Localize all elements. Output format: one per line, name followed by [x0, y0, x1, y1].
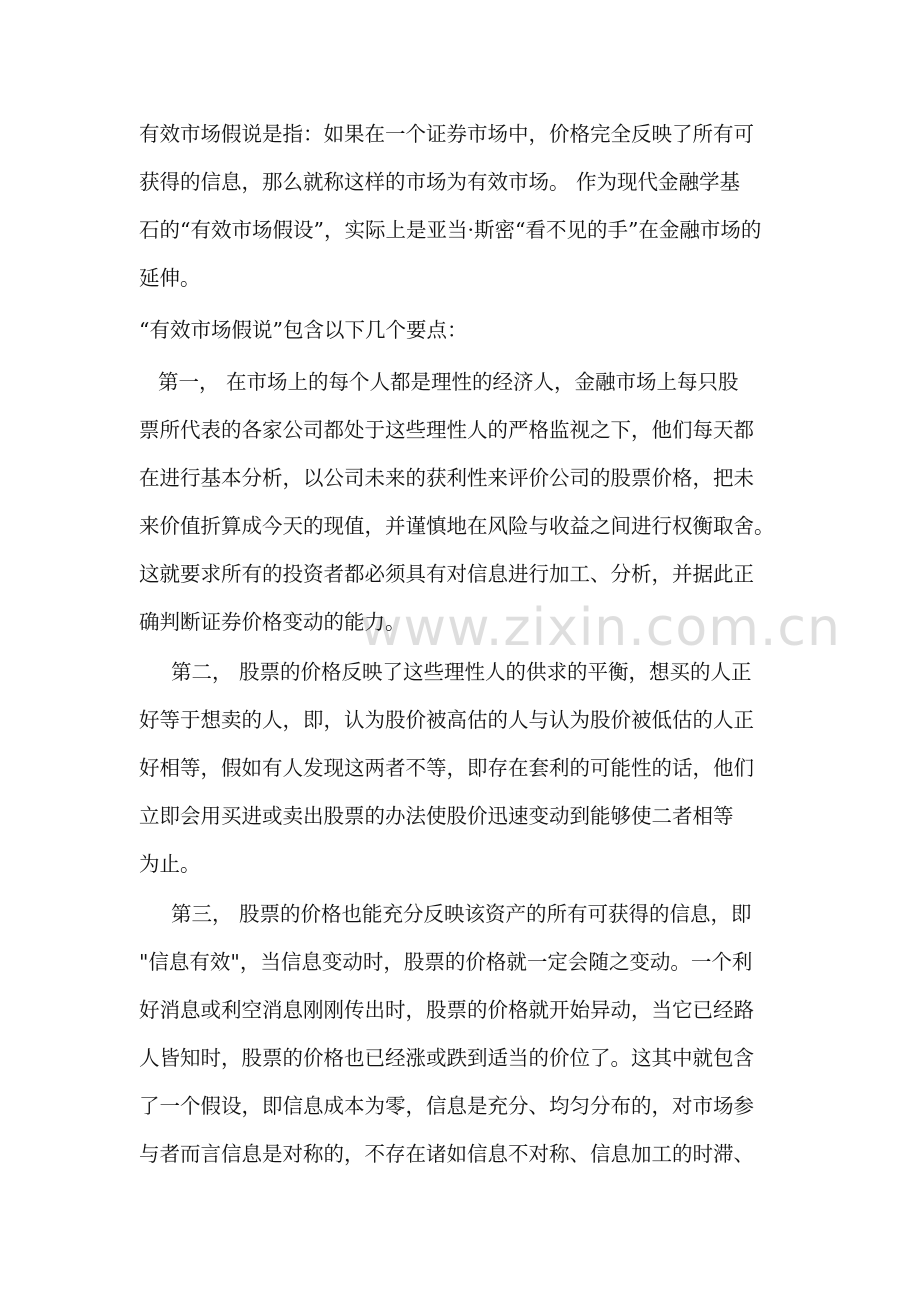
third-line-3: 好消息或利空消息刚刚传出时，股票的价格就开始异动，当它已经路: [139, 998, 754, 1022]
intro-line-4: 延伸。: [139, 266, 201, 290]
first-line-4: 来价值折算成今天的现值，并谨慎地在风险与收益之间进行权衡取舍。: [139, 514, 775, 538]
first-line-1: 第一， 在市场上的每个人都是理性的经济人，金融市场上每只股: [158, 370, 739, 394]
first-line-6: 确判断证券价格变动的能力。: [139, 610, 406, 634]
second-line-3: 好相等，假如有人发现这两者不等，即存在套利的可能性的话，他们: [139, 756, 754, 780]
second-line-1: 第二， 股票的价格反映了这些理性人的供求的平衡，想买的人正: [171, 660, 752, 684]
first-line-2: 票所代表的各家公司都处于这些理性人的严格监视之下，他们每天都: [139, 418, 754, 442]
second-line-4: 立即会用买进或卖出股票的办法使股价迅速变动到能够使二者相等: [139, 804, 734, 828]
second-line-5: 为止。: [139, 852, 201, 876]
intro-line-3: 石的“有效市场假设”，实际上是亚当·斯密“看不见的手”在金融市场的: [139, 218, 762, 242]
points-heading: “有效市场假说”包含以下几个要点：: [139, 318, 468, 342]
first-line-5: 这就要求所有的投资者都必须具有对信息进行加工、分析，并据此正: [139, 562, 754, 586]
third-line-6: 与者而言信息是对称的，不存在诸如信息不对称、信息加工的时滞、: [139, 1142, 754, 1166]
third-line-2: "信息有效"，当信息变动时，股票的价格就一定会随之变动。一个利: [139, 950, 753, 974]
third-line-1: 第三， 股票的价格也能充分反映该资产的所有可获得的信息，即: [171, 902, 752, 926]
third-line-4: 人皆知时，股票的价格也已经涨或跌到适当的价位了。这其中就包含: [139, 1046, 754, 1070]
intro-line-1: 有效市场假说是指：如果在一个证券市场中，价格完全反映了所有可: [139, 122, 754, 146]
second-line-2: 好等于想卖的人，即，认为股价被高估的人与认为股价被低估的人正: [139, 708, 754, 732]
first-line-3: 在进行基本分析，以公司未来的获利性来评价公司的股票价格，把未: [139, 466, 754, 490]
watermark: www.zixin.com.cn: [360, 598, 841, 658]
intro-line-2: 获得的信息，那么就称这样的市场为有效市场。 作为现代金融学基: [139, 170, 741, 194]
third-line-5: 了一个假设，即信息成本为零，信息是充分、均匀分布的，对市场参: [139, 1094, 754, 1118]
